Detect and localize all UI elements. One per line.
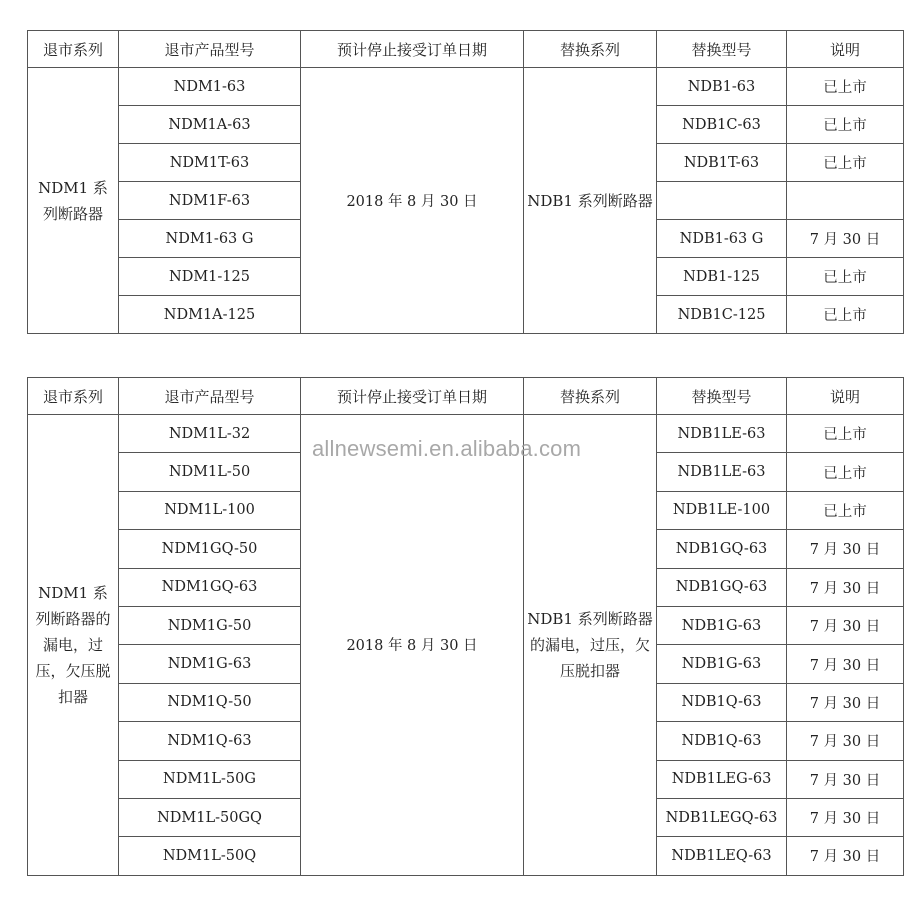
header-replacement-series: 替换系列: [524, 31, 657, 68]
retired-model-cell: NDM1L-50GQ: [119, 798, 301, 836]
replacement-model-cell: [657, 182, 787, 220]
header-replacement-model: 替换型号: [657, 31, 787, 68]
table-row: [28, 68, 904, 106]
retired-series-cell: NDM1 系列断路器的漏电，过压，欠压脱扣器: [28, 415, 119, 876]
retired-model-cell: NDM1Q-50: [119, 683, 301, 721]
stop-date-cell: 2018 年 8 月 30 日: [301, 415, 524, 876]
note-cell: 7 月 30 日: [787, 606, 904, 644]
header-row: [28, 31, 904, 68]
retired-model-cell: NDM1L-50Q: [119, 837, 301, 875]
replacement-model-cell: NDB1LEG-63: [657, 760, 787, 798]
header-note: 说明: [787, 378, 904, 415]
note-cell: 已上市: [787, 106, 904, 144]
retired-model-cell: NDM1Q-63: [119, 722, 301, 760]
retired-model-cell: NDM1G-63: [119, 645, 301, 683]
note-cell: 已上市: [787, 296, 904, 334]
retired-model-cell: NDM1GQ-50: [119, 530, 301, 568]
replacement-model-cell: NDB1Q-63: [657, 683, 787, 721]
retired-model-cell: NDM1-63 G: [119, 220, 301, 258]
replacement-model-cell: NDB1C-63: [657, 106, 787, 144]
retired-model-cell: NDM1T-63: [119, 144, 301, 182]
retired-model-cell: NDM1L-50: [119, 453, 301, 491]
note-cell: 已上市: [787, 415, 904, 453]
note-cell: 7 月 30 日: [787, 760, 904, 798]
header-replacement-series: 替换系列: [524, 378, 657, 415]
retired-products-table-1: [27, 30, 904, 334]
replacement-series-cell: NDB1 系列断路器: [524, 68, 657, 334]
note-cell: 7 月 30 日: [787, 220, 904, 258]
note-cell: 已上市: [787, 144, 904, 182]
note-cell: 已上市: [787, 453, 904, 491]
note-cell: 已上市: [787, 491, 904, 529]
retired-model-cell: NDM1F-63: [119, 182, 301, 220]
retired-model-cell: NDM1L-100: [119, 491, 301, 529]
replacement-model-cell: NDB1LEQ-63: [657, 837, 787, 875]
stop-date-cell: 2018 年 8 月 30 日: [301, 68, 524, 334]
retired-model-cell: NDM1GQ-63: [119, 568, 301, 606]
note-cell: 已上市: [787, 258, 904, 296]
retired-model-cell: NDM1A-125: [119, 296, 301, 334]
retired-model-cell: NDM1A-63: [119, 106, 301, 144]
retired-model-cell: NDM1L-50G: [119, 760, 301, 798]
note-cell: 7 月 30 日: [787, 798, 904, 836]
note-cell: [787, 182, 904, 220]
note-cell: 7 月 30 日: [787, 722, 904, 760]
replacement-model-cell: NDB1LEGQ-63: [657, 798, 787, 836]
header-stop-date: 预计停止接受订单日期: [301, 31, 524, 68]
retired-model-cell: NDM1-125: [119, 258, 301, 296]
header-replacement-model: 替换型号: [657, 378, 787, 415]
replacement-model-cell: NDB1T-63: [657, 144, 787, 182]
retired-model-cell: NDM1L-32: [119, 415, 301, 453]
replacement-model-cell: NDB1C-125: [657, 296, 787, 334]
note-cell: 7 月 30 日: [787, 530, 904, 568]
header-retired-series: 退市系列: [28, 378, 119, 415]
retired-model-cell: NDM1-63: [119, 68, 301, 106]
replacement-series-cell: NDB1 系列断路器的漏电，过压，欠压脱扣器: [524, 415, 657, 876]
retired-model-cell: NDM1G-50: [119, 606, 301, 644]
header-retired-series: 退市系列: [28, 31, 119, 68]
note-cell: 已上市: [787, 68, 904, 106]
header-note: 说明: [787, 31, 904, 68]
header-stop-date: 预计停止接受订单日期: [301, 378, 524, 415]
replacement-model-cell: NDB1-63 G: [657, 220, 787, 258]
replacement-model-cell: NDB1Q-63: [657, 722, 787, 760]
note-cell: 7 月 30 日: [787, 645, 904, 683]
replacement-model-cell: NDB1-63: [657, 68, 787, 106]
replacement-model-cell: NDB1G-63: [657, 645, 787, 683]
replacement-model-cell: NDB1LE-100: [657, 491, 787, 529]
replacement-model-cell: NDB1GQ-63: [657, 530, 787, 568]
watermark-text: allnewsemi.en.alibaba.com: [312, 436, 582, 461]
replacement-model-cell: NDB1GQ-63: [657, 568, 787, 606]
retired-series-cell: NDM1 系列断路器: [28, 68, 119, 334]
header-retired-model: 退市产品型号: [119, 31, 301, 68]
header-row: [28, 378, 904, 415]
replacement-model-cell: NDB1G-63: [657, 606, 787, 644]
note-cell: 7 月 30 日: [787, 568, 904, 606]
note-cell: 7 月 30 日: [787, 837, 904, 875]
note-cell: 7 月 30 日: [787, 683, 904, 721]
replacement-model-cell: NDB1LE-63: [657, 415, 787, 453]
replacement-model-cell: NDB1-125: [657, 258, 787, 296]
header-retired-model: 退市产品型号: [119, 378, 301, 415]
replacement-model-cell: NDB1LE-63: [657, 453, 787, 491]
